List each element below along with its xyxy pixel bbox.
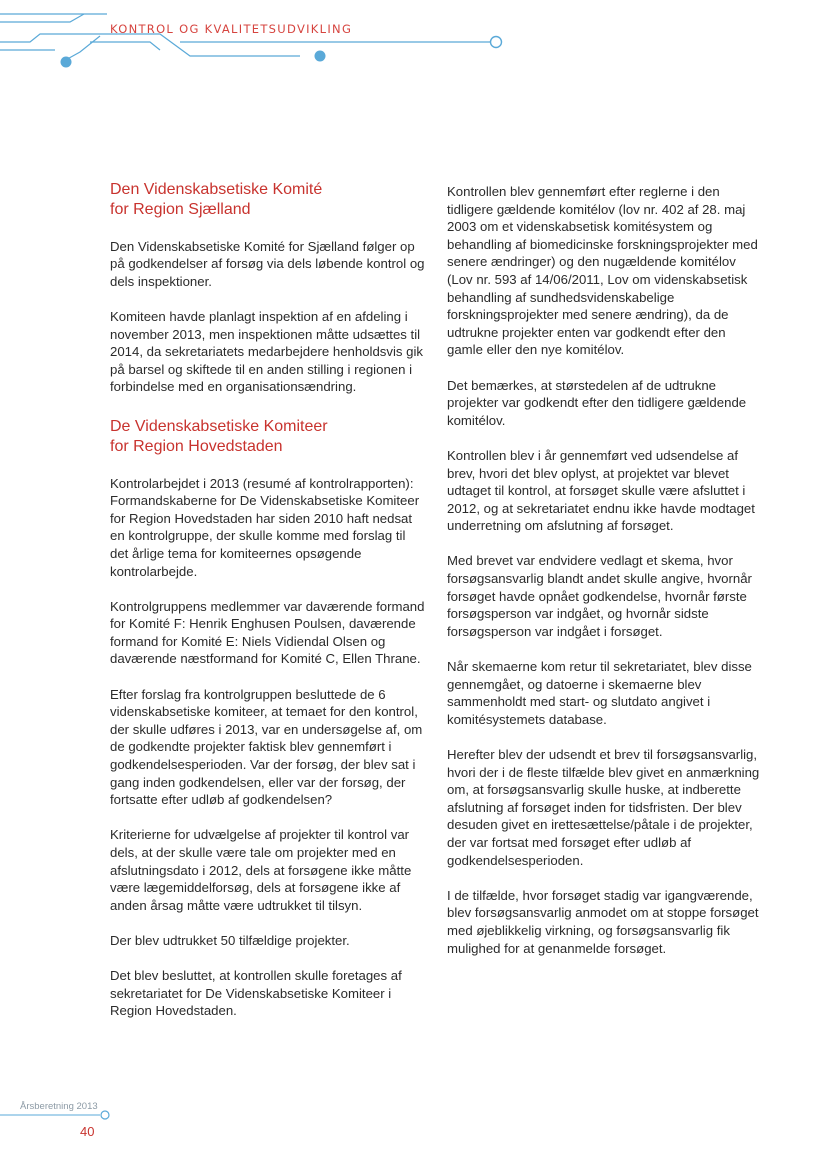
left-column bbox=[110, 180, 425, 1038]
section-heading-sjaelland: Den Videnskabsetiske Komité for Region Sjælland bbox=[110, 181, 323, 218]
paragraph: Kontrollen blev gennemført efter reglerne i den tidligere gældende komitélov (lov nr. 402 af 28. maj 2003 om et videnskabsetisk komitésystem og behandling af biomedicinske forskningsprojekter med senere ændringer) og den nugældende komitélov (Lov nr. 593 af 14/06/2011, Lov om videnskabsetisk behandling af sundhedsvidenskabelige forskningsprojekter med senere ændring), da de udtrukne projekter enten var godkendt efter den gamle eller den nye komitélov. bbox=[447, 184, 758, 358]
paragraph: Der blev udtrukket 50 tilfældige projekter. bbox=[110, 932, 350, 948]
paragraph: Når skemaerne kom retur til sekretariatet, blev disse gennemgået, og datoerne i skemaerne blev sammenholdt med start- og slutdato angivet i komitésystemets database. bbox=[447, 659, 752, 727]
paragraph: Kontrollen blev i år gennemført ved udsendelse af brev, hvori det blev oplyst, at projektet var blevet udtaget til kontrol, at forsøget skulle være afsluttet i 2012, og at sekretariatet endnu ikke havde modtaget underretning om afslutning af forsøget. bbox=[447, 447, 755, 534]
paragraph: Den Videnskabsetiske Komité for Sjælland følger op på godkendelser af forsøg via dels løbende kontrol og dels inspektioner. bbox=[110, 238, 425, 289]
header-circuit-decoration bbox=[0, 0, 827, 90]
paragraph: Kontrolarbejdet i 2013 (resumé af kontrolrapporten): Formandskaberne for De Videnskabsetiske Komiteer for Region Hovedstaden har siden 2010 haft nedsat en kontrolgruppe, der skulle komme med forslag til det årlige tema for komiteernes opsøgende kontrolarbejde. bbox=[110, 475, 420, 579]
paragraph: Det bemærkes, at størstedelen af de udtrukne projekter var godkendt efter den tidligere gældende komitélov. bbox=[447, 377, 747, 428]
paragraph: Komiteen havde planlagt inspektion af en afdeling i november 2013, men inspektionen måtte udsættes til 2014, da sekretariatets medarbejdere henholdsvis gik på barsel og skiftede til en anden stilling i regionen i forbindelse med en organisationsændring. bbox=[110, 308, 424, 395]
page-number: 40 bbox=[80, 1124, 95, 1139]
section-heading-hovedstaden: De Videnskabsetiske Komiteer for Region Hovedstaden bbox=[110, 417, 328, 455]
paragraph: I de tilfælde, hvor forsøget stadig var igangværende, blev forsøgsansvarlig anmodet om at stoppe forsøget med øjeblikkelig virkning, og forsøgsansvarlig fik mulighed for at genanmelde forsøget. bbox=[447, 887, 759, 956]
right-column bbox=[447, 183, 762, 975]
paragraph: Herefter blev der udsendt et brev til forsøgsansvarlig, hvori der i de fleste tilfælde blev givet en anmærkning om, at forsøgsansvarlig skulle huske, at indberette afslutning af forsøget inden for tidsfristen. Der blev desuden givet en irettesættelse/påtale i de projekter, der var fortsat med forsøget efter udløb af godkendelsesperioden. bbox=[447, 747, 760, 868]
paragraph: Det blev besluttet, at kontrollen skulle foretages af sekretariatet for De Videnskabsetiske Komiteer i Region Hovedstaden. bbox=[110, 968, 402, 1019]
paragraph: Kriterierne for udvælgelse af projekter til kontrol var dels, at der skulle være tale om projekter med en afslutningsdato i 2012, dels at forsøgene ikke måtte være lægemiddelforsøg, dels at forsøgene ikke af anden årsag måtte være udtrukket til tilsyn. bbox=[110, 827, 412, 913]
footer-line-decoration bbox=[0, 1110, 120, 1124]
footer-report-label: Årsberetning 2013 bbox=[20, 1101, 98, 1112]
running-header: KONTROL OG KVALITETSUDVIKLING bbox=[110, 22, 353, 36]
paragraph: Efter forslag fra kontrolgruppen besluttede de 6 videnskabsetiske komiteer, at temaet for den kontrol, der skulle udføres i 2013, var en undersøgelse af, om de godkendte projekter faktisk blev gennemført i godkendelsesperioden. Var der forsøg, der blev sat i gang inden godkendelsen, eller var der forsøg, der fortsatte efter udløb af godkendelsen? bbox=[110, 686, 423, 808]
paragraph: Med brevet var endvidere vedlagt et skema, hvor forsøgsansvarlig blandt andet skulle angive, hvornår forsøget havde opnået godkendelse, hvornår første forsøgsperson var indgået, og hvornår sidste forsøgsperson var indgået i forsøget. bbox=[447, 553, 752, 639]
paragraph: Kontrolgruppens medlemmer var daværende formand for Komité F: Henrik Enghusen Poulsen, daværende formand for Komité E: Niels Vidiendal Olsen og daværende næstformand for Komité C, Ellen Thrane. bbox=[110, 598, 425, 667]
